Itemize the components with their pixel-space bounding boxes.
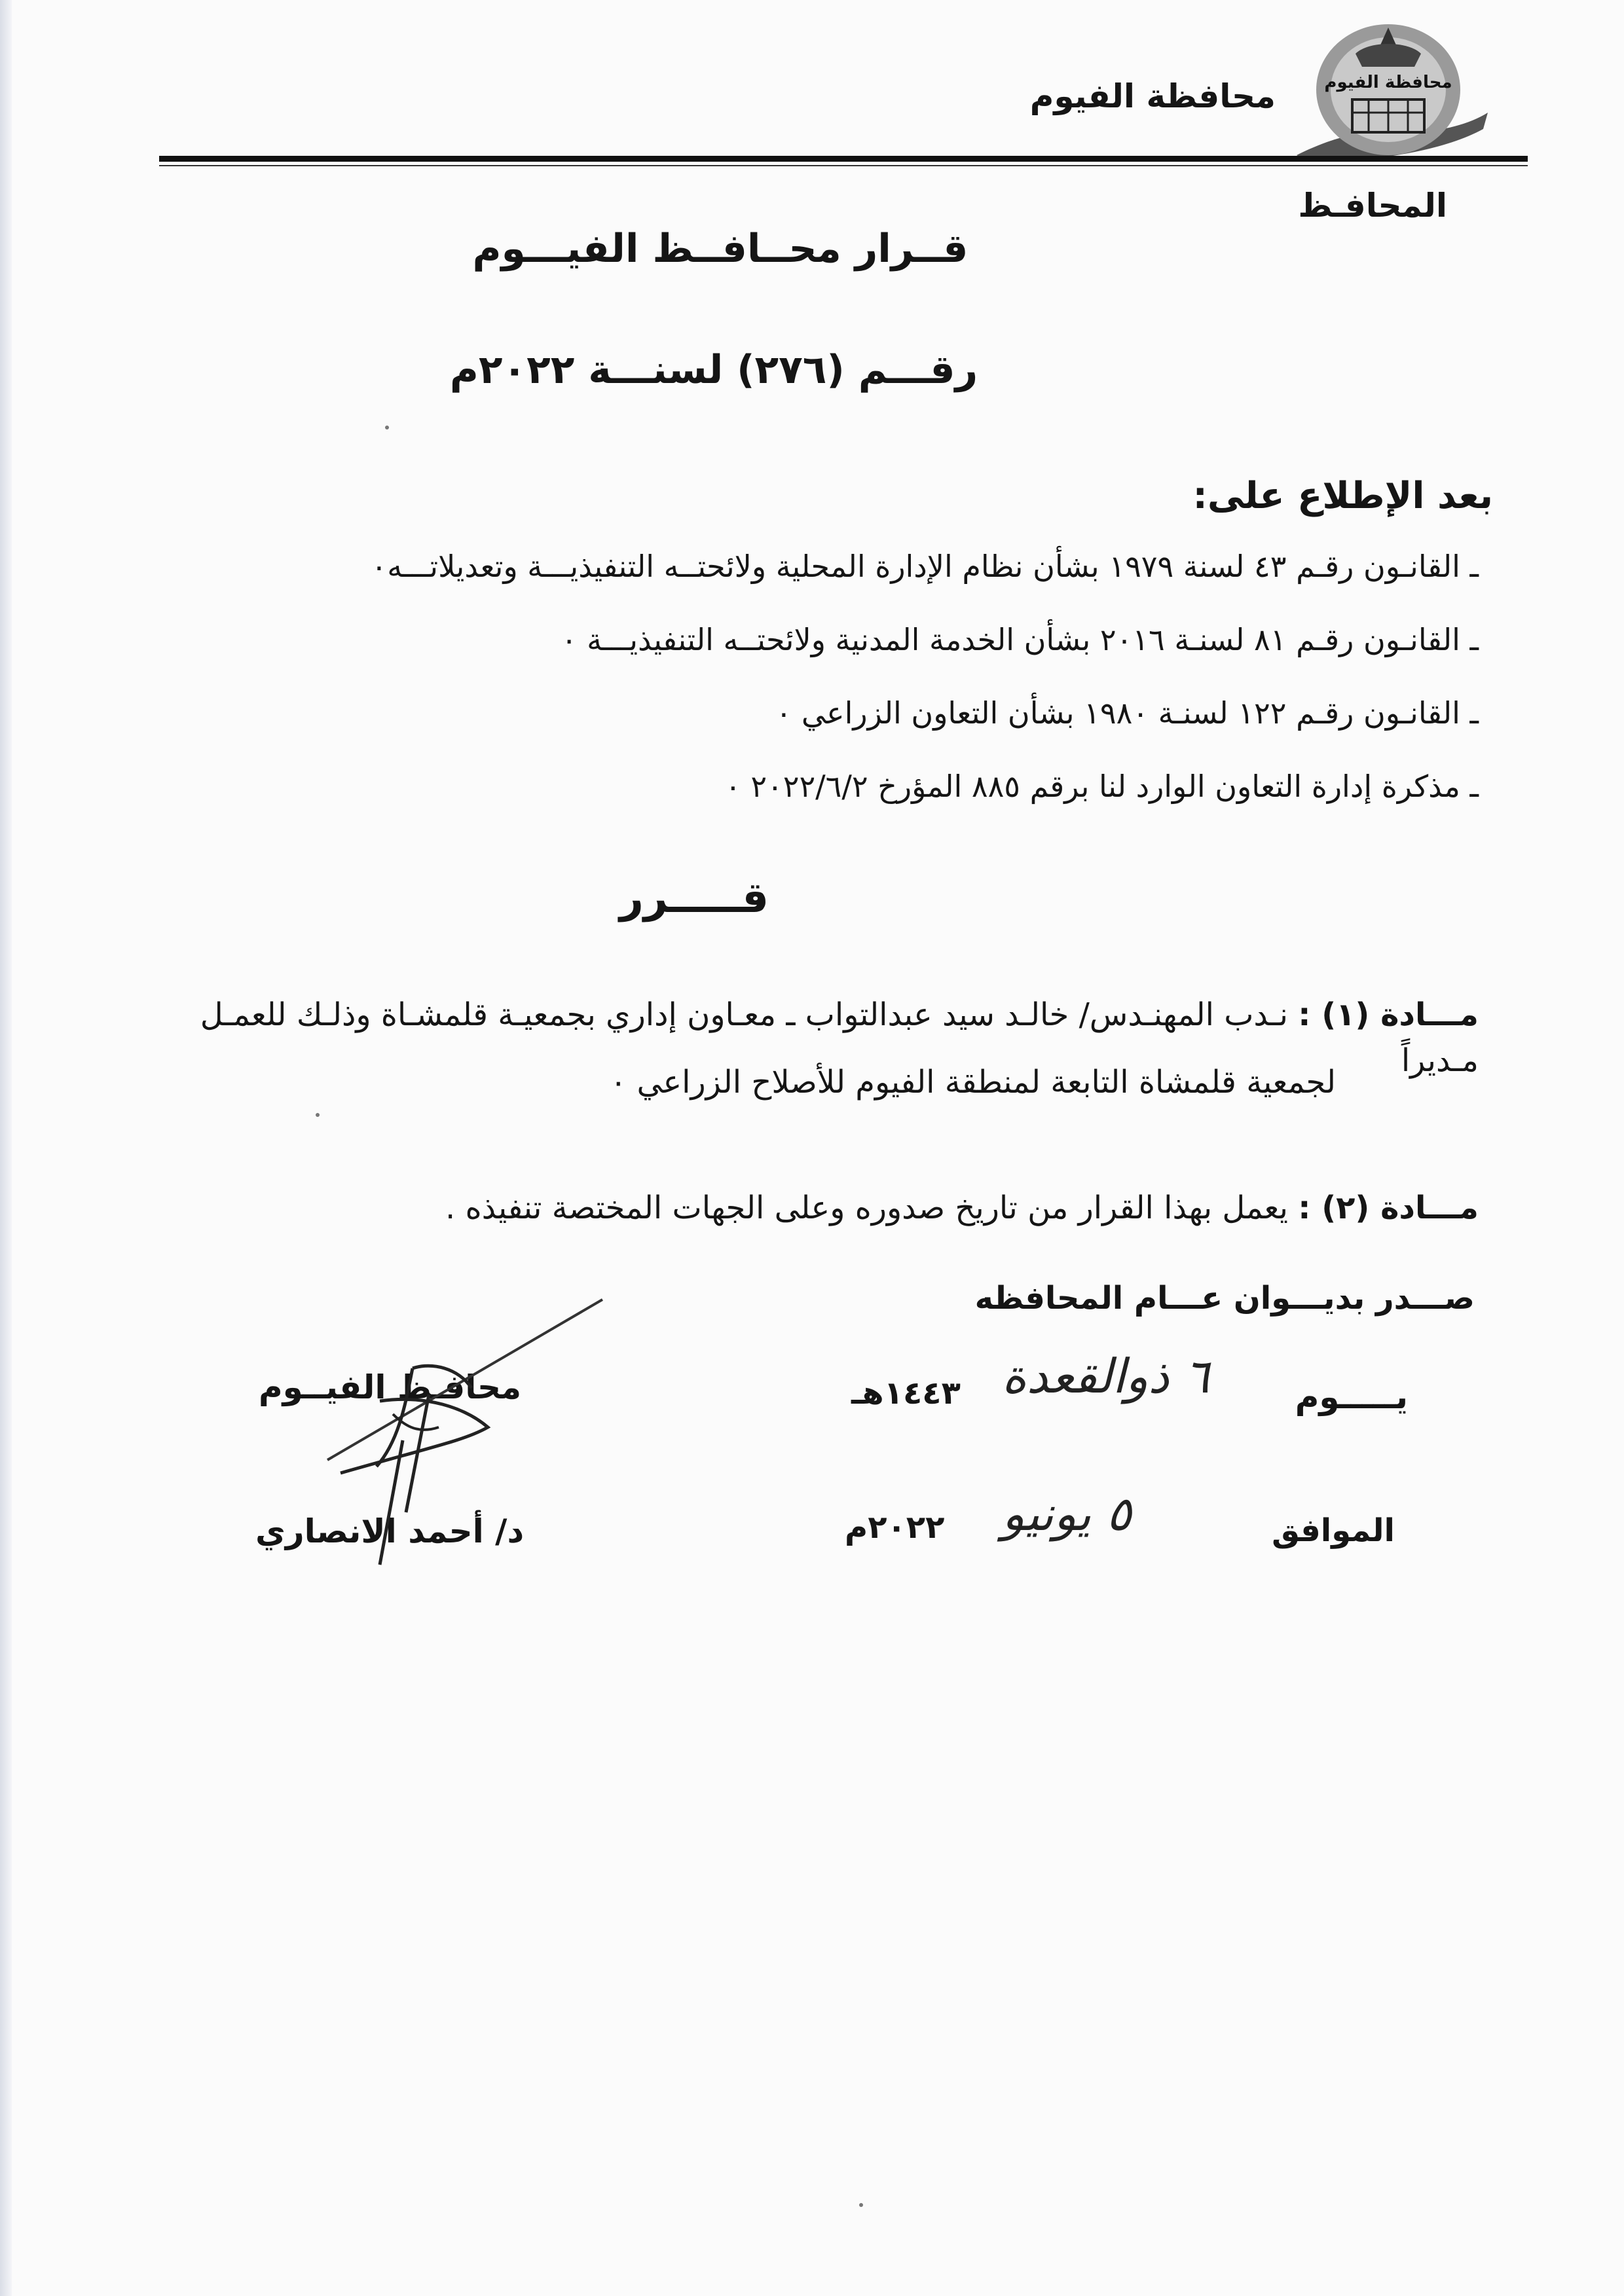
scan-speck [385,426,389,429]
reference-item: ـ القانـون رقـم ٨١ لسنـة ٢٠١٦ بشأن الخدمة المدنية ولائحتــه التنفيذيـــة ٠ [561,622,1479,657]
article-2-label: مـــادة (٢) : [1298,1190,1479,1226]
reference-item: ـ القانـون رقـم ٤٣ لسنة ١٩٧٩ بشأن نظام الإدارة المحلية ولائحتــه التنفيذيـــة وتعديلاتـــه٠ [371,549,1479,584]
gregorian-year: ٢٠٢٢م [845,1509,945,1546]
issued-at: صـــدر بديـــوان عـــام المحافظه [974,1280,1475,1317]
reference-list [169,543,1479,837]
signatory-title: محافـظ الفيــوم [259,1368,522,1406]
emblem-label: محافظة الفيوم [1324,73,1452,92]
decree-number: رقـــم (٢٧٦) لسنـــة ٢٠٢٢م [449,347,978,393]
header-divider-thin [159,165,1528,166]
decides-heading: قـــــرر [619,874,769,922]
hijri-date-handwritten: ٦ ذوالقعدة [1002,1349,1210,1404]
handwritten-signature [314,1296,629,1571]
corresponding-label: الموافق [1272,1512,1395,1549]
scan-speck [859,2203,863,2207]
after-review-heading: بعد الإطلاع على: [1192,475,1493,517]
article-1-text: نـدب المهنـدس/ خالـد سيد عبدالتواب ـ معـاون إداري بجمعيـة قلمشـاة وذلـك للعمـل مـديراً [200,996,1479,1079]
signatory-name: د/ أحمد الانصاري [255,1512,525,1550]
gregorian-date-handwritten: ٥ يونيو [1002,1486,1132,1541]
day-label: يـــــوم [1295,1378,1408,1416]
governorate-name: محافظة الفيوم [1029,77,1276,115]
header-divider [159,156,1528,162]
article-2-text: يعمل بهذا القرار من تاريخ صدوره وعلى الجهات المختصة تنفيذه . [445,1190,1289,1226]
governorate-emblem [1283,14,1493,172]
scan-speck [316,1113,320,1117]
article-1-label: مـــادة (١) : [1298,996,1479,1033]
article-1-continuation: لجمعية قلمشاة التابعة لمنطقة الفيوم للأصلاح الزراعي ٠ [610,1064,1336,1101]
reference-item: ـ مذكرة إدارة التعاون الوارد لنا برقم ٨٨٥ المؤرخ ٢٠٢٢/٦/٢ ٠ [724,769,1479,804]
reference-item: ـ القانـون رقـم ١٢٢ لسنـة ١٩٨٠ بشأن التعاون الزراعي ٠ [775,695,1479,731]
office-label: المحافـظ [1298,187,1447,225]
article-2 [130,1185,1479,1231]
hijri-year: ١٤٤٣هـ [851,1375,961,1412]
scan-edge [0,0,12,2296]
decree-title: قــرار محــافــظ الفيـــوم [472,226,969,272]
